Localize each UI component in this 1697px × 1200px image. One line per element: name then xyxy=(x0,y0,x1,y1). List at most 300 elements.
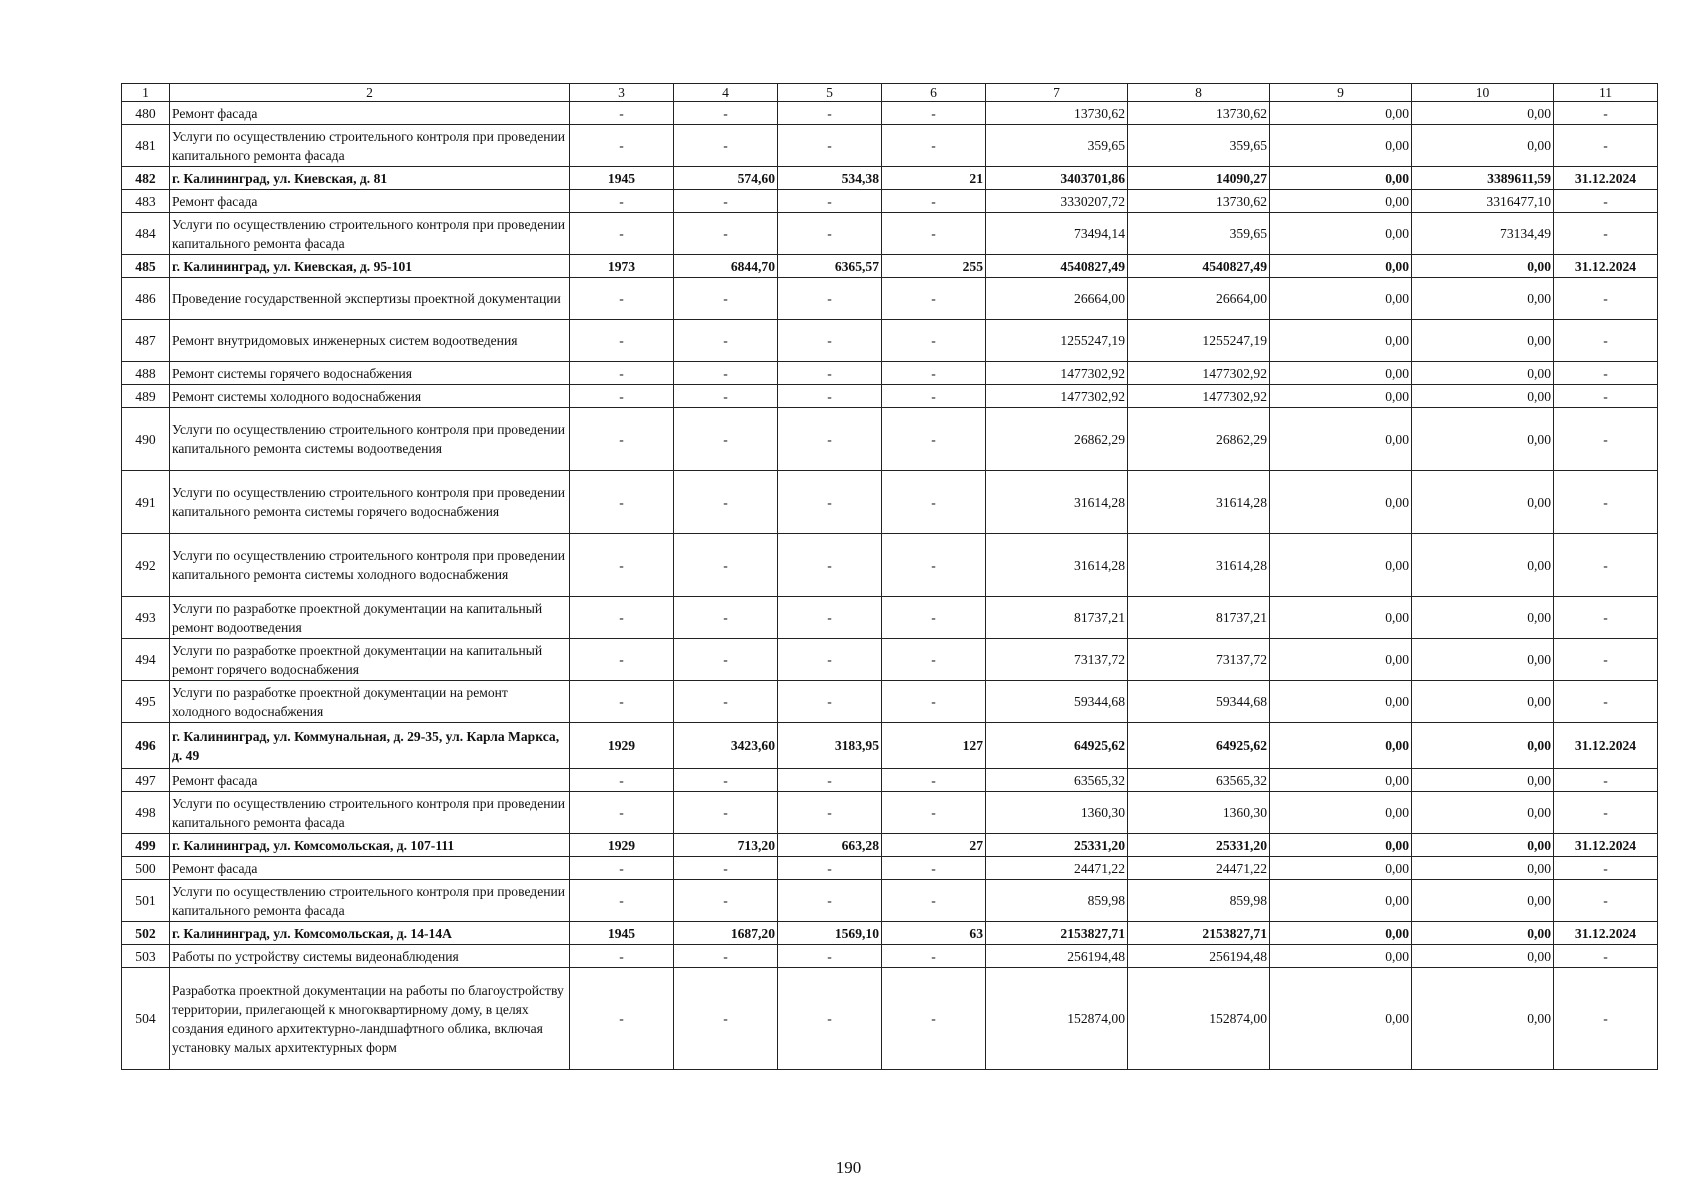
total-area-cell: 6844,70 xyxy=(674,255,778,278)
completion-date-cell: 31.12.2024 xyxy=(1554,723,1658,769)
row-number: 486 xyxy=(122,278,170,320)
cost-col9-cell: 0,00 xyxy=(1270,385,1412,408)
residents-count-cell: - xyxy=(882,945,986,968)
address-row xyxy=(122,255,1658,278)
residents-count-cell: - xyxy=(882,639,986,681)
living-area-cell: - xyxy=(778,968,882,1070)
cost-col8-cell: 13730,62 xyxy=(1128,190,1270,213)
cost-col10-cell: 3389611,59 xyxy=(1412,167,1554,190)
completion-date-cell: - xyxy=(1554,968,1658,1070)
total-cost-cell: 4540827,49 xyxy=(986,255,1128,278)
work-or-address-name: г. Калининград, ул. Комсомольская, д. 107-111 xyxy=(170,834,570,857)
completion-date-cell: - xyxy=(1554,857,1658,880)
build-year-cell: - xyxy=(570,945,674,968)
completion-date-cell: - xyxy=(1554,880,1658,922)
cost-col8-cell: 152874,00 xyxy=(1128,968,1270,1070)
total-cost-cell: 2153827,71 xyxy=(986,922,1128,945)
cost-col10-cell: 0,00 xyxy=(1412,471,1554,534)
total-area-cell: - xyxy=(674,639,778,681)
total-area-cell: - xyxy=(674,190,778,213)
cost-col9-cell: 0,00 xyxy=(1270,213,1412,255)
work-or-address-name: Ремонт системы горячего водоснабжения xyxy=(170,362,570,385)
total-cost-cell: 359,65 xyxy=(986,125,1128,167)
total-area-cell: - xyxy=(674,320,778,362)
cost-col8-cell: 73137,72 xyxy=(1128,639,1270,681)
work-or-address-name: Услуги по осуществлению строительного контроля при проведении капитального ремонта фасада xyxy=(170,792,570,834)
column-number-cell: 11 xyxy=(1554,84,1658,102)
cost-col10-cell: 0,00 xyxy=(1412,681,1554,723)
living-area-cell: - xyxy=(778,857,882,880)
cost-col9-cell: 0,00 xyxy=(1270,945,1412,968)
column-number-cell: 3 xyxy=(570,84,674,102)
cost-col9-cell: 0,00 xyxy=(1270,639,1412,681)
cost-col8-cell: 4540827,49 xyxy=(1128,255,1270,278)
total-area-cell: - xyxy=(674,945,778,968)
build-year-cell: - xyxy=(570,597,674,639)
living-area-cell: 534,38 xyxy=(778,167,882,190)
cost-col9-cell: 0,00 xyxy=(1270,834,1412,857)
column-number-cell: 4 xyxy=(674,84,778,102)
row-number: 492 xyxy=(122,534,170,597)
cost-col9-cell: 0,00 xyxy=(1270,362,1412,385)
living-area-cell: - xyxy=(778,385,882,408)
column-number-cell: 8 xyxy=(1128,84,1270,102)
cost-col8-cell: 1360,30 xyxy=(1128,792,1270,834)
column-number-cell: 5 xyxy=(778,84,882,102)
residents-count-cell: - xyxy=(882,681,986,723)
cost-col10-cell: 0,00 xyxy=(1412,278,1554,320)
residents-count-cell: 63 xyxy=(882,922,986,945)
living-area-cell: - xyxy=(778,102,882,125)
residents-count-cell: - xyxy=(882,534,986,597)
work-row xyxy=(122,408,1658,471)
work-row xyxy=(122,534,1658,597)
cost-col9-cell: 0,00 xyxy=(1270,723,1412,769)
cost-col9-cell: 0,00 xyxy=(1270,792,1412,834)
work-row xyxy=(122,639,1658,681)
residents-count-cell: 255 xyxy=(882,255,986,278)
build-year-cell: - xyxy=(570,639,674,681)
cost-col10-cell: 0,00 xyxy=(1412,880,1554,922)
residents-count-cell: - xyxy=(882,190,986,213)
cost-col8-cell: 1477302,92 xyxy=(1128,362,1270,385)
row-number: 498 xyxy=(122,792,170,834)
cost-col8-cell: 359,65 xyxy=(1128,213,1270,255)
build-year-cell: 1945 xyxy=(570,167,674,190)
row-number: 484 xyxy=(122,213,170,255)
build-year-cell: - xyxy=(570,769,674,792)
work-row xyxy=(122,320,1658,362)
cost-col8-cell: 14090,27 xyxy=(1128,167,1270,190)
build-year-cell: - xyxy=(570,362,674,385)
row-number: 489 xyxy=(122,385,170,408)
total-cost-cell: 3403701,86 xyxy=(986,167,1128,190)
completion-date-cell: - xyxy=(1554,385,1658,408)
row-number: 496 xyxy=(122,723,170,769)
cost-col10-cell: 0,00 xyxy=(1412,320,1554,362)
total-cost-cell: 25331,20 xyxy=(986,834,1128,857)
total-area-cell: - xyxy=(674,681,778,723)
build-year-cell: - xyxy=(570,792,674,834)
completion-date-cell: - xyxy=(1554,125,1658,167)
work-or-address-name: Услуги по осуществлению строительного контроля при проведении капитального ремонта системы холодного водоснабжения xyxy=(170,534,570,597)
row-number: 497 xyxy=(122,769,170,792)
total-cost-cell: 73494,14 xyxy=(986,213,1128,255)
total-area-cell: - xyxy=(674,471,778,534)
total-cost-cell: 256194,48 xyxy=(986,945,1128,968)
build-year-cell: 1929 xyxy=(570,723,674,769)
cost-col10-cell: 0,00 xyxy=(1412,408,1554,471)
residents-count-cell: - xyxy=(882,320,986,362)
completion-date-cell: - xyxy=(1554,945,1658,968)
living-area-cell: - xyxy=(778,362,882,385)
total-cost-cell: 3330207,72 xyxy=(986,190,1128,213)
residents-count-cell: - xyxy=(882,278,986,320)
living-area-cell: 663,28 xyxy=(778,834,882,857)
living-area-cell: - xyxy=(778,534,882,597)
work-or-address-name: Услуги по разработке проектной документации на ремонт холодного водоснабжения xyxy=(170,681,570,723)
cost-col10-cell: 0,00 xyxy=(1412,723,1554,769)
residents-count-cell: - xyxy=(882,880,986,922)
cost-col8-cell: 31614,28 xyxy=(1128,534,1270,597)
total-cost-cell: 1477302,92 xyxy=(986,362,1128,385)
row-number: 493 xyxy=(122,597,170,639)
row-number: 501 xyxy=(122,880,170,922)
cost-col8-cell: 26664,00 xyxy=(1128,278,1270,320)
residents-count-cell: - xyxy=(882,597,986,639)
completion-date-cell: - xyxy=(1554,534,1658,597)
cost-col9-cell: 0,00 xyxy=(1270,320,1412,362)
residents-count-cell: - xyxy=(882,362,986,385)
build-year-cell: - xyxy=(570,125,674,167)
residents-count-cell: - xyxy=(882,792,986,834)
total-area-cell: - xyxy=(674,534,778,597)
total-cost-cell: 26862,29 xyxy=(986,408,1128,471)
residents-count-cell: - xyxy=(882,968,986,1070)
work-row xyxy=(122,945,1658,968)
row-number: 495 xyxy=(122,681,170,723)
row-number: 490 xyxy=(122,408,170,471)
total-cost-cell: 63565,32 xyxy=(986,769,1128,792)
completion-date-cell: - xyxy=(1554,597,1658,639)
living-area-cell: - xyxy=(778,639,882,681)
cost-col9-cell: 0,00 xyxy=(1270,922,1412,945)
completion-date-cell: 31.12.2024 xyxy=(1554,834,1658,857)
cost-col9-cell: 0,00 xyxy=(1270,278,1412,320)
cost-col10-cell: 73134,49 xyxy=(1412,213,1554,255)
column-number-cell: 2 xyxy=(170,84,570,102)
row-number: 483 xyxy=(122,190,170,213)
residents-count-cell: 27 xyxy=(882,834,986,857)
build-year-cell: - xyxy=(570,880,674,922)
work-or-address-name: Ремонт фасада xyxy=(170,190,570,213)
total-cost-cell: 1477302,92 xyxy=(986,385,1128,408)
residents-count-cell: - xyxy=(882,213,986,255)
residents-count-cell: - xyxy=(882,385,986,408)
cost-col8-cell: 26862,29 xyxy=(1128,408,1270,471)
work-or-address-name: Услуги по разработке проектной документации на капитальный ремонт горячего водоснабжения xyxy=(170,639,570,681)
total-cost-cell: 1360,30 xyxy=(986,792,1128,834)
total-area-cell: - xyxy=(674,213,778,255)
capital-repair-table xyxy=(121,83,1658,1070)
row-number: 494 xyxy=(122,639,170,681)
living-area-cell: 6365,57 xyxy=(778,255,882,278)
living-area-cell: - xyxy=(778,471,882,534)
work-or-address-name: Работы по устройству системы видеонаблюдения xyxy=(170,945,570,968)
work-row xyxy=(122,769,1658,792)
work-or-address-name: г. Калининград, ул. Коммунальная, д. 29-35, ул. Карла Маркса, д. 49 xyxy=(170,723,570,769)
living-area-cell: 3183,95 xyxy=(778,723,882,769)
cost-col10-cell: 0,00 xyxy=(1412,834,1554,857)
cost-col8-cell: 13730,62 xyxy=(1128,102,1270,125)
total-area-cell: - xyxy=(674,792,778,834)
cost-col9-cell: 0,00 xyxy=(1270,857,1412,880)
work-or-address-name: г. Калининград, ул. Киевская, д. 81 xyxy=(170,167,570,190)
cost-col9-cell: 0,00 xyxy=(1270,681,1412,723)
living-area-cell: - xyxy=(778,320,882,362)
work-or-address-name: Услуги по осуществлению строительного контроля при проведении капитального ремонта фасада xyxy=(170,880,570,922)
cost-col9-cell: 0,00 xyxy=(1270,167,1412,190)
work-or-address-name: Услуги по осуществлению строительного контроля при проведении капитального ремонта системы водоотведения xyxy=(170,408,570,471)
cost-col10-cell: 0,00 xyxy=(1412,597,1554,639)
completion-date-cell: - xyxy=(1554,681,1658,723)
completion-date-cell: - xyxy=(1554,320,1658,362)
total-cost-cell: 859,98 xyxy=(986,880,1128,922)
living-area-cell: - xyxy=(778,681,882,723)
total-cost-cell: 81737,21 xyxy=(986,597,1128,639)
total-area-cell: 574,60 xyxy=(674,167,778,190)
build-year-cell: - xyxy=(570,471,674,534)
work-row xyxy=(122,385,1658,408)
row-number: 481 xyxy=(122,125,170,167)
total-area-cell: - xyxy=(674,968,778,1070)
row-number: 488 xyxy=(122,362,170,385)
build-year-cell: - xyxy=(570,213,674,255)
total-cost-cell: 31614,28 xyxy=(986,471,1128,534)
work-or-address-name: Услуги по осуществлению строительного контроля при проведении капитального ремонта системы горячего водоснабжения xyxy=(170,471,570,534)
cost-col9-cell: 0,00 xyxy=(1270,102,1412,125)
build-year-cell: - xyxy=(570,857,674,880)
work-row xyxy=(122,190,1658,213)
row-number: 503 xyxy=(122,945,170,968)
cost-col9-cell: 0,00 xyxy=(1270,471,1412,534)
work-row xyxy=(122,857,1658,880)
completion-date-cell: 31.12.2024 xyxy=(1554,922,1658,945)
total-area-cell: 1687,20 xyxy=(674,922,778,945)
cost-col10-cell: 0,00 xyxy=(1412,792,1554,834)
work-row xyxy=(122,102,1658,125)
column-number-cell: 6 xyxy=(882,84,986,102)
living-area-cell: - xyxy=(778,769,882,792)
cost-col8-cell: 1255247,19 xyxy=(1128,320,1270,362)
row-number: 502 xyxy=(122,922,170,945)
living-area-cell: - xyxy=(778,213,882,255)
living-area-cell: - xyxy=(778,408,882,471)
build-year-cell: - xyxy=(570,278,674,320)
work-row xyxy=(122,968,1658,1070)
work-or-address-name: Ремонт внутридомовых инженерных систем водоотведения xyxy=(170,320,570,362)
row-number: 480 xyxy=(122,102,170,125)
work-or-address-name: Ремонт фасада xyxy=(170,857,570,880)
total-cost-cell: 24471,22 xyxy=(986,857,1128,880)
cost-col9-cell: 0,00 xyxy=(1270,968,1412,1070)
build-year-cell: - xyxy=(570,385,674,408)
work-row xyxy=(122,597,1658,639)
cost-col8-cell: 64925,62 xyxy=(1128,723,1270,769)
address-row xyxy=(122,834,1658,857)
cost-col10-cell: 0,00 xyxy=(1412,534,1554,597)
completion-date-cell: - xyxy=(1554,190,1658,213)
work-row xyxy=(122,792,1658,834)
living-area-cell: 1569,10 xyxy=(778,922,882,945)
row-number: 491 xyxy=(122,471,170,534)
living-area-cell: - xyxy=(778,792,882,834)
cost-col10-cell: 0,00 xyxy=(1412,857,1554,880)
column-number-cell: 9 xyxy=(1270,84,1412,102)
build-year-cell: 1945 xyxy=(570,922,674,945)
cost-col8-cell: 24471,22 xyxy=(1128,857,1270,880)
work-or-address-name: г. Калининград, ул. Комсомольская, д. 14-14А xyxy=(170,922,570,945)
cost-col9-cell: 0,00 xyxy=(1270,534,1412,597)
total-cost-cell: 1255247,19 xyxy=(986,320,1128,362)
cost-col10-cell: 0,00 xyxy=(1412,922,1554,945)
completion-date-cell: - xyxy=(1554,471,1658,534)
cost-col10-cell: 0,00 xyxy=(1412,769,1554,792)
living-area-cell: - xyxy=(778,597,882,639)
completion-date-cell: - xyxy=(1554,792,1658,834)
residents-count-cell: - xyxy=(882,471,986,534)
completion-date-cell: - xyxy=(1554,639,1658,681)
row-number: 500 xyxy=(122,857,170,880)
cost-col9-cell: 0,00 xyxy=(1270,597,1412,639)
column-number-cell: 10 xyxy=(1412,84,1554,102)
completion-date-cell: - xyxy=(1554,102,1658,125)
completion-date-cell: - xyxy=(1554,278,1658,320)
cost-col8-cell: 63565,32 xyxy=(1128,769,1270,792)
living-area-cell: - xyxy=(778,125,882,167)
work-row xyxy=(122,681,1658,723)
residents-count-cell: - xyxy=(882,769,986,792)
cost-col10-cell: 0,00 xyxy=(1412,385,1554,408)
total-area-cell: - xyxy=(674,278,778,320)
cost-col9-cell: 0,00 xyxy=(1270,769,1412,792)
build-year-cell: - xyxy=(570,102,674,125)
total-cost-cell: 59344,68 xyxy=(986,681,1128,723)
cost-col10-cell: 3316477,10 xyxy=(1412,190,1554,213)
cost-col9-cell: 0,00 xyxy=(1270,255,1412,278)
completion-date-cell: 31.12.2024 xyxy=(1554,167,1658,190)
cost-col9-cell: 0,00 xyxy=(1270,125,1412,167)
work-or-address-name: Ремонт системы холодного водоснабжения xyxy=(170,385,570,408)
address-row xyxy=(122,167,1658,190)
work-row xyxy=(122,278,1658,320)
work-or-address-name: г. Калининград, ул. Киевская, д. 95-101 xyxy=(170,255,570,278)
build-year-cell: - xyxy=(570,408,674,471)
living-area-cell: - xyxy=(778,945,882,968)
cost-col8-cell: 81737,21 xyxy=(1128,597,1270,639)
total-cost-cell: 26664,00 xyxy=(986,278,1128,320)
cost-col8-cell: 859,98 xyxy=(1128,880,1270,922)
total-area-cell: - xyxy=(674,125,778,167)
total-area-cell: - xyxy=(674,385,778,408)
total-area-cell: 713,20 xyxy=(674,834,778,857)
build-year-cell: 1973 xyxy=(570,255,674,278)
living-area-cell: - xyxy=(778,278,882,320)
work-or-address-name: Ремонт фасада xyxy=(170,769,570,792)
cost-col10-cell: 0,00 xyxy=(1412,968,1554,1070)
cost-col10-cell: 0,00 xyxy=(1412,125,1554,167)
row-number: 482 xyxy=(122,167,170,190)
work-or-address-name: Услуги по осуществлению строительного контроля при проведении капитального ремонта фасада xyxy=(170,213,570,255)
build-year-cell: 1929 xyxy=(570,834,674,857)
completion-date-cell: - xyxy=(1554,408,1658,471)
work-row xyxy=(122,125,1658,167)
cost-col8-cell: 2153827,71 xyxy=(1128,922,1270,945)
work-or-address-name: Услуги по осуществлению строительного контроля при проведении капитального ремонта фасада xyxy=(170,125,570,167)
cost-col10-cell: 0,00 xyxy=(1412,102,1554,125)
living-area-cell: - xyxy=(778,190,882,213)
total-cost-cell: 73137,72 xyxy=(986,639,1128,681)
residents-count-cell: 127 xyxy=(882,723,986,769)
total-cost-cell: 13730,62 xyxy=(986,102,1128,125)
total-cost-cell: 152874,00 xyxy=(986,968,1128,1070)
work-or-address-name: Услуги по разработке проектной документации на капитальный ремонт водоотведения xyxy=(170,597,570,639)
cost-col10-cell: 0,00 xyxy=(1412,362,1554,385)
cost-col10-cell: 0,00 xyxy=(1412,639,1554,681)
total-area-cell: - xyxy=(674,880,778,922)
cost-col9-cell: 0,00 xyxy=(1270,190,1412,213)
column-number-row xyxy=(122,84,1658,102)
completion-date-cell: 31.12.2024 xyxy=(1554,255,1658,278)
work-row xyxy=(122,471,1658,534)
cost-col10-cell: 0,00 xyxy=(1412,945,1554,968)
total-cost-cell: 31614,28 xyxy=(986,534,1128,597)
total-area-cell: - xyxy=(674,102,778,125)
row-number: 487 xyxy=(122,320,170,362)
build-year-cell: - xyxy=(570,968,674,1070)
completion-date-cell: - xyxy=(1554,362,1658,385)
work-row xyxy=(122,362,1658,385)
page-number: 190 xyxy=(835,1158,862,1177)
total-area-cell: - xyxy=(674,597,778,639)
living-area-cell: - xyxy=(778,880,882,922)
cost-col10-cell: 0,00 xyxy=(1412,255,1554,278)
row-number: 485 xyxy=(122,255,170,278)
build-year-cell: - xyxy=(570,320,674,362)
residents-count-cell: - xyxy=(882,102,986,125)
address-row xyxy=(122,723,1658,769)
column-number-cell: 7 xyxy=(986,84,1128,102)
work-row xyxy=(122,213,1658,255)
work-or-address-name: Разработка проектной документации на работы по благоустройству территории, прилегающей к многоквартирному дому, в целях создания единого архитектурно-ландшафтного облика, включая установку малых архитектурных форм xyxy=(170,968,570,1070)
row-number: 504 xyxy=(122,968,170,1070)
row-number: 499 xyxy=(122,834,170,857)
total-area-cell: - xyxy=(674,857,778,880)
work-or-address-name: Ремонт фасада xyxy=(170,102,570,125)
completion-date-cell: - xyxy=(1554,769,1658,792)
completion-date-cell: - xyxy=(1554,213,1658,255)
cost-col8-cell: 59344,68 xyxy=(1128,681,1270,723)
total-area-cell: - xyxy=(674,408,778,471)
residents-count-cell: - xyxy=(882,125,986,167)
residents-count-cell: - xyxy=(882,408,986,471)
residents-count-cell: - xyxy=(882,857,986,880)
cost-col8-cell: 256194,48 xyxy=(1128,945,1270,968)
cost-col9-cell: 0,00 xyxy=(1270,408,1412,471)
build-year-cell: - xyxy=(570,681,674,723)
cost-col9-cell: 0,00 xyxy=(1270,880,1412,922)
cost-col8-cell: 1477302,92 xyxy=(1128,385,1270,408)
